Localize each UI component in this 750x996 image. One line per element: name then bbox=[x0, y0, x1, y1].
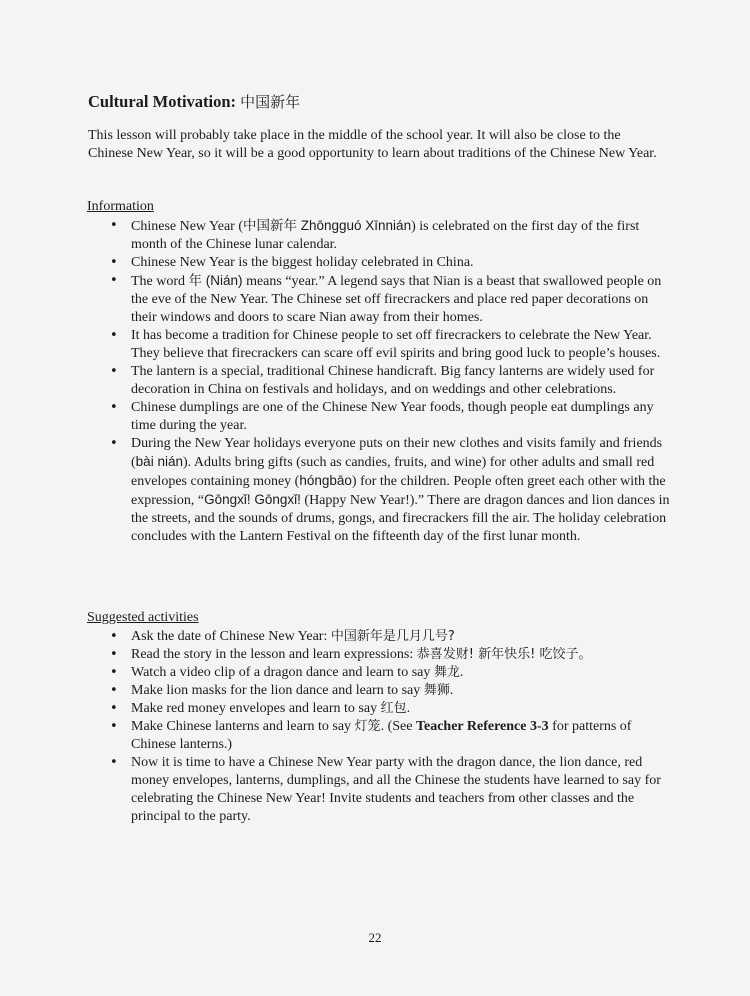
bullet-icon: • bbox=[110, 328, 118, 343]
bullet-icon: • bbox=[110, 719, 118, 734]
intro-paragraph: This lesson will probably take place in the middle of the school year. It will also be close to the Chinese New Year, so it will be a good opportunity to learn about traditions of the Chinese New Year. bbox=[88, 128, 657, 161]
title-label: Cultural Motivation: bbox=[88, 92, 237, 111]
bullet-icon: • bbox=[110, 364, 118, 379]
page-number: 22 bbox=[368, 930, 382, 945]
bullet-icon: • bbox=[110, 647, 118, 662]
bullet-icon: • bbox=[110, 436, 118, 451]
information-list bbox=[110, 217, 670, 546]
list-item: • Now it is time to have a Chinese New Year party with the dragon dance, the lion dance, red money envelopes, lanterns, dumplings, and all the Chinese the students have learned to say for celebrating the Chinese New Year! Invite students and teachers from other classes and the principal to the party. bbox=[110, 755, 661, 824]
bullet-icon: • bbox=[110, 218, 118, 233]
list-item: • Ask the date of Chinese New Year: 中国新年是几月几号? bbox=[110, 629, 455, 644]
list-item: • Make Chinese lanterns and learn to say 灯笼. (See Teacher Reference 3-3 for patterns of Chinese lanterns.) bbox=[110, 719, 632, 752]
bullet-icon: • bbox=[110, 683, 118, 698]
activities-list bbox=[110, 628, 670, 826]
activities-heading: Suggested activities bbox=[87, 610, 199, 625]
list-item: • Chinese New Year is the biggest holiday celebrated in China. bbox=[110, 255, 474, 270]
list-item: • Chinese New Year (中国新年 Zhōngguó Xīnnián) is celebrated on the first day of the first month of the Chinese lunar calendar. bbox=[110, 218, 640, 252]
list-item: • Make red money envelopes and learn to say 红包. bbox=[110, 701, 411, 716]
bullet-icon: • bbox=[110, 629, 118, 644]
bullet-icon: • bbox=[110, 273, 118, 288]
list-item: • Watch a video clip of a dragon dance and learn to say 舞龙. bbox=[110, 665, 464, 680]
page-title bbox=[88, 91, 300, 113]
list-item: • Read the story in the lesson and learn expressions: 恭喜发财! 新年快乐! 吃饺子。 bbox=[110, 647, 592, 662]
title-chinese: 中国新年 bbox=[240, 93, 301, 111]
information-heading: Information bbox=[87, 199, 154, 214]
list-item: • The lantern is a special, traditional Chinese handicraft. Big fancy lanterns are widely used for decoration in China on festivals and holidays, and on weddings and other celebrations. bbox=[110, 364, 655, 397]
bullet-icon: • bbox=[110, 755, 118, 770]
list-item: • Make lion masks for the lion dance and learn to say 舞狮. bbox=[110, 683, 454, 698]
bullet-icon: • bbox=[110, 701, 118, 716]
list-item: • It has become a tradition for Chinese people to set off firecrackers to celebrate the New Year. They believe that firecrackers can scare off evil spirits and bring good luck to people’s houses. bbox=[110, 328, 661, 361]
bullet-icon: • bbox=[110, 400, 118, 415]
list-item: • Chinese dumplings are one of the Chinese New Year foods, though people eat dumplings any time during the year. bbox=[110, 400, 654, 433]
bullet-icon: • bbox=[110, 255, 118, 270]
list-item: • The word 年 (Nián) means “year.” A legend says that Nian is a beast that swallowed people on the eve of the New Year. The Chinese set off firecrackers and place red paper decorations on their windows and doors to scare Nian away from their homes. bbox=[110, 273, 662, 325]
list-item: • During the New Year holidays everyone puts on their new clothes and visits family and friends (bài nián). Adults bring gifts (such as candies, fruits, and wine) for other adults and small red envelopes containing money (hóngbāo) for the children. People often greet each other with the expression, “Gōngxǐ! Gōngxǐ! (Happy New Year!).” There are dragon dances and lion dances in the streets, and the sounds of drums, gongs, and firecrackers fill the air. The holiday celebration concludes with the Lantern Festival on the fifteenth day of the first lunar month. bbox=[110, 436, 670, 544]
bullet-icon: • bbox=[110, 665, 118, 680]
